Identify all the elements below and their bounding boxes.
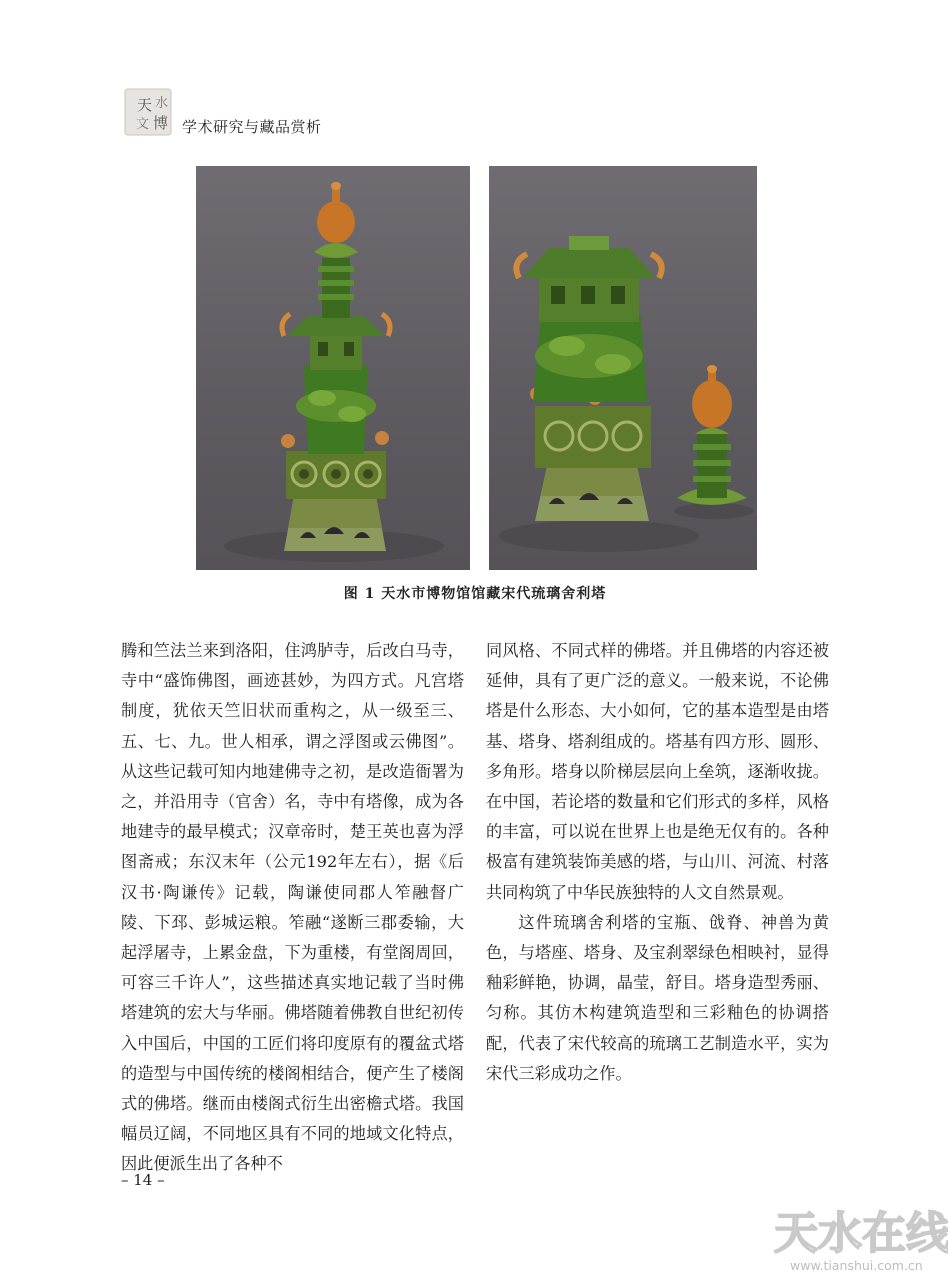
page-number: – 14 – bbox=[121, 1171, 165, 1189]
svg-text:天: 天 bbox=[137, 96, 153, 114]
figure-caption: 图 1 天水市博物馆馆藏宋代琉璃舍利塔 bbox=[343, 586, 607, 602]
text-column-right bbox=[486, 636, 829, 1089]
pagoda-photo-dismantled bbox=[489, 166, 757, 570]
svg-text:水: 水 bbox=[155, 96, 169, 111]
paragraph-right-2: 这件琉璃舍利塔的宝瓶、戗脊、神兽为黄色，与塔座、塔身、及宝刹翠绿色相映衬，显得釉彩鲜艳，协调，晶莹，舒目。塔身造型秀丽、匀称。其仿木构建筑造型和三彩釉色的协调搭配，代表了宋代较高的琉璃工艺制造水平，实为宋代三彩成功之作。 bbox=[486, 912, 829, 1083]
svg-text:www.tianshui.com.cn: www.tianshui.com.cn bbox=[790, 1258, 923, 1273]
text-column-left bbox=[121, 636, 464, 1180]
museum-logo bbox=[124, 88, 172, 136]
svg-text:天水在线: 天水在线 bbox=[774, 1208, 948, 1259]
svg-text:文: 文 bbox=[136, 117, 150, 132]
paragraph-left: 腾和竺法兰来到洛阳，住鸿胪寺，后改白马寺，寺中“盛饰佛图，画迹甚妙，为四方式。凡宫塔制度，犹依天竺旧状而重构之，从一级至三、五、七、九。世人相承，谓之浮图或云佛图”。从这些记载可知内地建佛寺之初，是改造衙署为之，并沿用寺（官舍）名，寺中有塔像，成为各地建寺的最早模式；汉章帝时，楚王英也喜为浮图斋戒；东汉末年（公元192年左右），据《后汉书·陶谦传》记载，陶谦使同郡人笮融督广陵、下邳、彭城运粮。笮融“遂断三郡委输，大起浮屠寺，上累金盘，下为重楼，有堂阁周回，可容三千许人”，这些描述真实地记载了当时佛塔建筑的宏大与华丽。佛塔随着佛教自世纪初传入中国后，中国的工匠们将印度原有的覆盆式塔的造型与中国传统的楼阁相结合，便产生了楼阁式的佛塔。继而由楼阁式衍生出密檐式塔。我国幅员辽阔，不同地区具有不同的地域文化特点，因此便派生出了各种不 bbox=[121, 641, 464, 1174]
pagoda-photo-assembled bbox=[196, 166, 470, 570]
paragraph-right-1: 同风格、不同式样的佛塔。并且佛塔的内容还被延伸，具有了更广泛的意义。一般来说，不论佛塔是什么形态、大小如何，它的基本造型是由塔基、塔身、塔刹组成的。塔基有四方形、圆形、多角形。塔身以阶梯层层向上垒筑，逐渐收拢。在中国，若论塔的数量和它们形式的多样，风格的丰富，可以说在世界上也是绝无仅有的。各种极富有建筑装饰美感的塔，与山川、河流、村落共同构筑了中华民族独特的人文自然景观。 bbox=[486, 641, 829, 902]
site-watermark bbox=[770, 1196, 948, 1276]
section-title: 学术研究与藏品赏析 bbox=[182, 118, 322, 136]
svg-text:博: 博 bbox=[153, 114, 169, 132]
